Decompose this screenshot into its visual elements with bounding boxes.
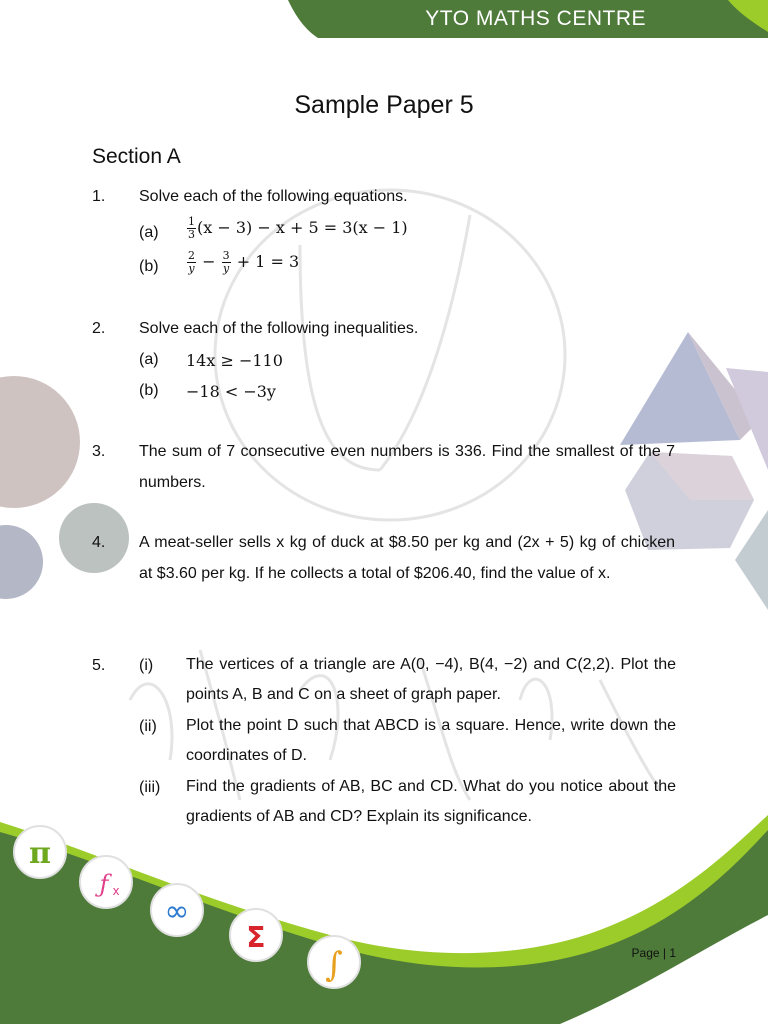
question-text: Solve each of the following inequalities.	[139, 320, 419, 337]
part-label: (a)	[139, 351, 159, 368]
brand-title: YTO MATHS CENTRE	[425, 7, 646, 30]
svg-text:∞: ∞	[164, 894, 190, 929]
infinity-icon	[151, 884, 203, 936]
section-heading: Section A	[92, 145, 181, 168]
sigma-icon	[230, 909, 282, 961]
equation-b: $\frac{2}{y}$ − $\frac{3}{y}$ + 1 = 3	[188, 249, 300, 275]
svg-text:x: x	[112, 884, 120, 898]
svg-text:ƒ: ƒ	[99, 870, 109, 898]
equation-a: $\frac{1}{3}$ (x − 3) − x + 5 = 3(x − 1)	[188, 215, 408, 241]
question-text: A meat-seller sells x kg of duck at $8.50 per kg and (2x + 5) kg of chicken at $3.60 per kg. If he collects a total of $206.40, find the value of x.	[139, 534, 675, 582]
part-label: (b)	[139, 258, 159, 275]
inequality-b: −18 < −3y	[186, 382, 276, 401]
inequality-a: 14x ≥ −110	[186, 351, 283, 370]
decor-circle-small	[0, 525, 43, 599]
page-title: Sample Paper 5	[294, 91, 474, 119]
question-number: 4.	[92, 534, 106, 551]
part-label: (ii)	[139, 718, 157, 735]
question-text: The sum of 7 consecutive even numbers is 336. Find the smallest of the 7 numbers.	[139, 443, 675, 491]
question-number: 2.	[92, 320, 106, 337]
svg-text:Σ: Σ	[246, 921, 266, 954]
question-number: 3.	[92, 443, 106, 460]
svg-text:∫: ∫	[325, 945, 343, 985]
part-label: (b)	[139, 382, 159, 399]
part-label: (i)	[139, 657, 154, 674]
part-i-text: The vertices of a triangle are A(0, −4), B(4, −2) and C(2,2). Plot the points A, B and C on a sheet of graph paper.	[186, 656, 676, 703]
question-number: 1.	[92, 188, 106, 205]
question-text: Solve each of the following equations.	[139, 188, 408, 205]
question-number: 5.	[92, 657, 106, 674]
part-label: (a)	[139, 224, 159, 241]
page-number: Page | 1	[631, 946, 676, 960]
pi-icon	[14, 826, 66, 878]
integral-icon	[308, 936, 360, 988]
svg-text:π: π	[29, 836, 51, 871]
part-ii-text: Plot the point D such that ABCD is a square. Hence, write down the coordinates of D.	[186, 717, 676, 764]
part-iii-text: Find the gradients of AB, BC and CD. What do you notice about the gradients of AB and CD? Explain its significance.	[186, 778, 676, 825]
fx-icon	[80, 856, 132, 908]
part-label: (iii)	[139, 779, 161, 796]
decor-circle-large	[0, 376, 80, 508]
